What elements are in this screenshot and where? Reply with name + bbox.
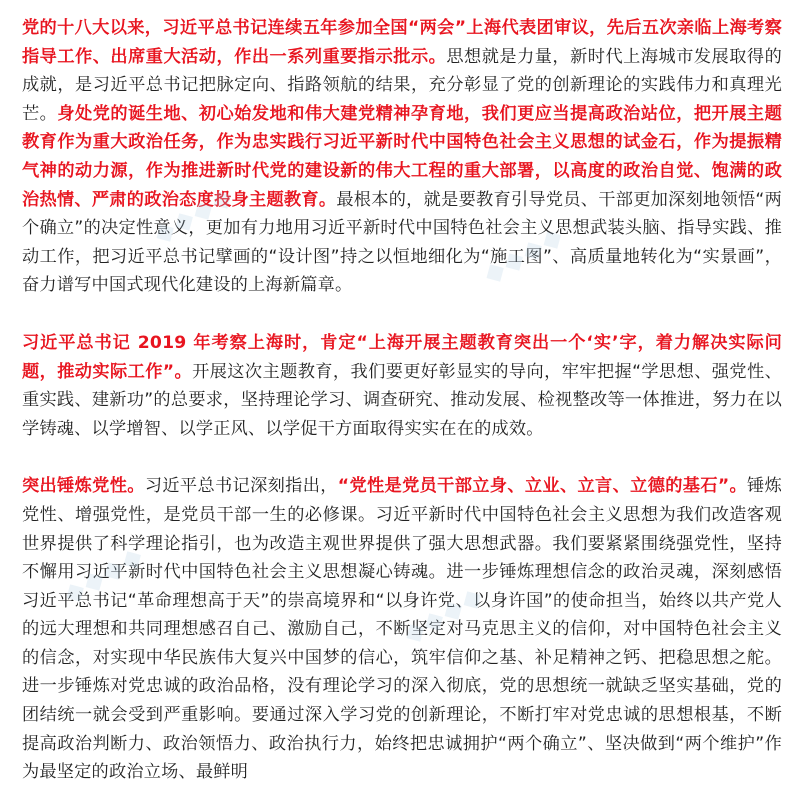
body-text: 最根本的，就是要教育引导党员、干部更加深刻地领悟“两个确立”的决定性意义，更加有力地用习近平新时代中国特色社会主义思想武装头脑、指导实践、推动工作，把习近平总书记擘画的“设计图”持之以恒地细化为“施工图”、高质量地转化为“实景画”，奋力谱写中国式现代化建设的上海新篇章。 [22, 189, 782, 296]
paragraph-2 [22, 329, 782, 443]
paragraph-3 [22, 472, 782, 787]
watermark-mark: ◆◆◆◆ [398, 580, 490, 650]
highlight-text: “党性是党员干部立身、立业、立言、立德的基石”。 [337, 476, 748, 497]
body-text: 思想就是力量，新时代上海城市发展取得的成就，是习近平总书记把脉定向、指路领航的结果，充分彰显了党的创新理论的实践伟力和真理光芒。 [22, 46, 782, 124]
watermark-mark: ◆◆◆◆ [478, 220, 570, 290]
body-text: 锤炼党性、增强党性，是党员干部一生的必修课。习近平新时代中国特色社会主义思想为我们改造客观世界提供了科学理论指引，也为改造主观世界提供了强大思想武器。我们要紧紧围绕强党性，坚持不懈用习近平新时代中国特色社会主义思想凝心铸魂。进一步锤炼理想信念的政治灵魂，深刻感悟习近平总书记“革命理想高于天”的崇高境界和“以身许党、以身许国”的使命担当，始终以共产党人的远大理想和共同理想感召自己、激励自己，不断坚定对马克思主义的信仰，对中国特色社会主义的信念，对实现中华民族伟大复兴中国梦的信心，筑牢信仰之基、补足精神之钙、把稳思想之舵。进一步锤炼对党忠诚的政治品格，没有理论学习的深入彻底，党的思想统一就缺乏坚实基础，党的团结统一就会受到严重影响。要通过深入学习党的创新理论，不断打牢对党忠诚的思想根基，不断提高政治判断力、政治领悟力、政治执行力，始终把忠诚拥护“两个确立”、坚决做到“两个维护”作为最坚定的政治立场、最鲜明 [22, 476, 782, 783]
highlight-text: 习近平总书记 2019 年考察上海时，肯定“上海开展主题教育突出一个‘实’字，着力解决实际问题，推动实际工作”。 [22, 332, 782, 382]
body-text: 习近平总书记深刻指出， [144, 476, 338, 497]
watermark-mark: ◆◆◆◆ [148, 180, 240, 250]
highlight-text: 党的十八大以来，习近平总书记连续五年参加全国“两会”上海代表团审议，先后五次亲临上海考察指导工作、出席重大活动，作出一系列重要指示批示。 [22, 18, 782, 67]
body-text: 开展这次主题教育，我们要更好彰显实的导向，牢牢把握“学思想、强党性、重实践、建新功”的总要求，坚持理论学习、调查研究、推动发展、检视整改等一体推进，努力在以学铸魂、以学增智、以学正风、以学促干方面取得实实在在的成效。 [22, 361, 782, 439]
paragraph-1 [22, 14, 782, 300]
highlight-text: 突出锤炼党性。 [22, 476, 145, 497]
watermark-mark: ◆◆◆◆ [58, 540, 150, 610]
highlight-text: 身处党的诞生地、初心始发地和伟大建党精神孕育地，我们更应当提高政治站位，把开展主题教育作为重大政治任务，作为忠实践行习近平新时代中国特色社会主义思想的试金石，作为提振精气神的动力源，作为推进新时代党的建设新的伟大工程的重大部署，以高度的政治自觉、饱满的政治热情、严肃的政治态度投身主题教育。 [22, 103, 782, 210]
